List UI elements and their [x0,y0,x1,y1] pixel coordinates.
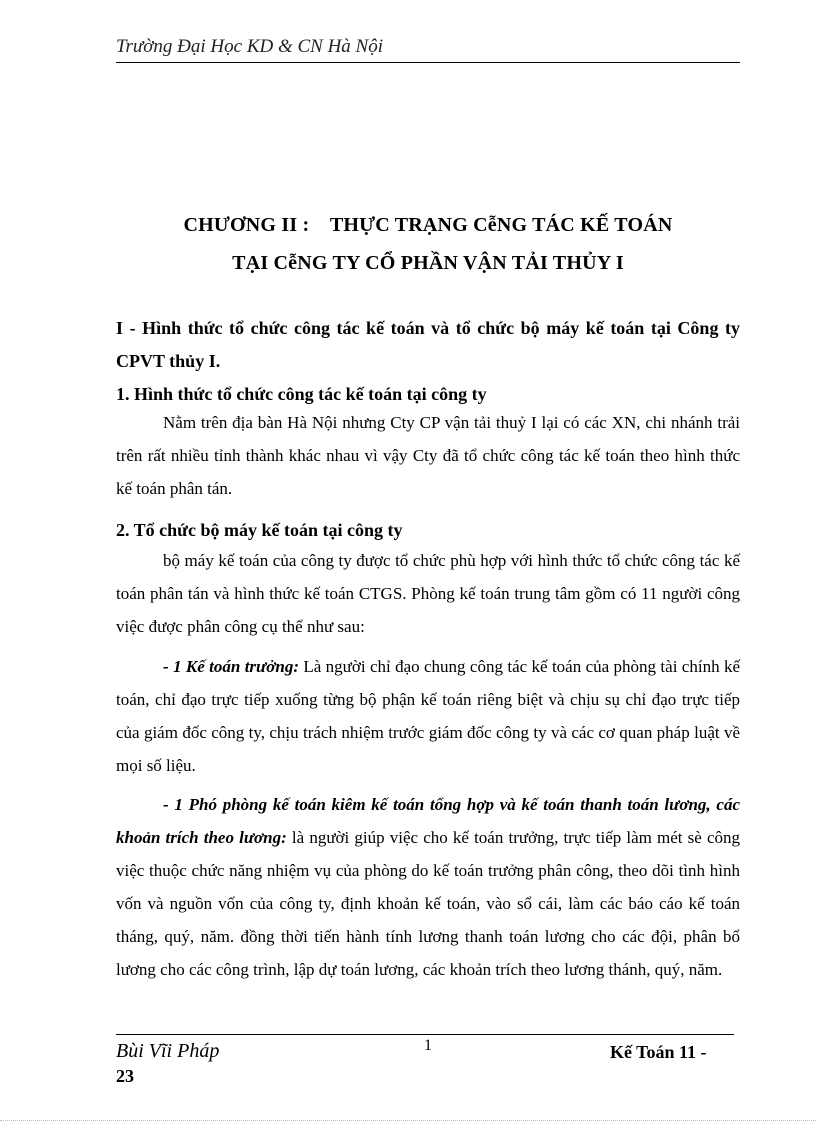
chapter-title-line-2: TẠI CễNG TY CỔ PHẦN VẬN TẢI THỦY I [232,252,624,274]
role-item-text: Là người chỉ đạo chung công tác kế toán của phòng tài chính kế toán, chỉ đạo trực tiếp xuống từng bộ phận kế toán riêng biệt và chịu sụ chỉ đạo trực tiếp của giám đốc công ty, chịu trách nhiệm trước giám đốc công ty và các cơ quan pháp luật về mọi số liệu. [116,657,740,775]
role-item-lead: - 1 Phó phòng kế toán kiêm kế toán tổng hợp và kế toán thanh toán lương, các khoản trích theo lương: [116,795,740,847]
role-item-chief-accountant [116,650,740,782]
chapter-title-line-1: CHƯƠNG II : THỰC TRẠNG CễNG TÁC KẾ TOÁN [183,214,673,236]
subsection-1-heading: 1. Hình thức tổ chức công tác kế toán tại công ty [116,384,487,404]
role-item-text: là người giúp việc cho kế toán trưởng, trực tiếp làm mét sè công việc thuộc chức năng nhiệm vụ của phòng do kế toán trưởng phân công, theo dõi tình hình vốn và nguồn vốn của công ty, định khoản kế toán, vào sổ cái, làm các báo cáo kế toán tháng, quý, năm. đồng thời tiến hành tính lương thanh toán lương cho các đội, phân bổ lương cho các công trình, lập dự toán lương, các khoản trích theo lương thánh, quý, năm. [116,828,740,979]
footer-class-number: 23 [116,1066,134,1086]
footer-author: Bùi Vĩi Pháp [116,1040,220,1062]
section-heading: I - Hình thức tổ chức công tác kế toán và tổ chức bộ máy kế toán tại Công ty CPVT thủy I. [116,318,740,371]
page-edge-divider [0,1120,816,1121]
subsection-2-paragraph: bộ máy kế toán của công ty được tổ chức phù hợp với hình thức tổ chức công tác kế toán phân tán và hình thức kế toán CTGS. Phòng kế toán trung tâm gồm có 11 người công việc được phân công cụ thể như sau: [116,551,740,636]
subsection-2-heading: 2. Tổ chức bộ máy kế toán tại công ty [116,520,403,540]
footer-class-label: Kế Toán 11 - [610,1042,707,1062]
footer-page-number: 1 [424,1037,432,1054]
role-item-deputy-head [116,788,740,986]
header-rule [116,62,740,63]
footer-rule [116,1034,734,1035]
subsection-1-paragraph: Nằm trên địa bàn Hà Nội nhưng Cty CP vận tải thuỷ I lại có các XN, chi nhánh trải trên rất nhiều tỉnh thành khác nhau vì vậy Cty đã tổ chức công tác kế toán theo hình thức kế toán phân tán. [116,413,740,498]
page-header-school: Trường Đại Học KD & CN Hà Nội [116,36,384,57]
role-item-lead: - 1 Kế toán trưởng: [163,657,299,676]
